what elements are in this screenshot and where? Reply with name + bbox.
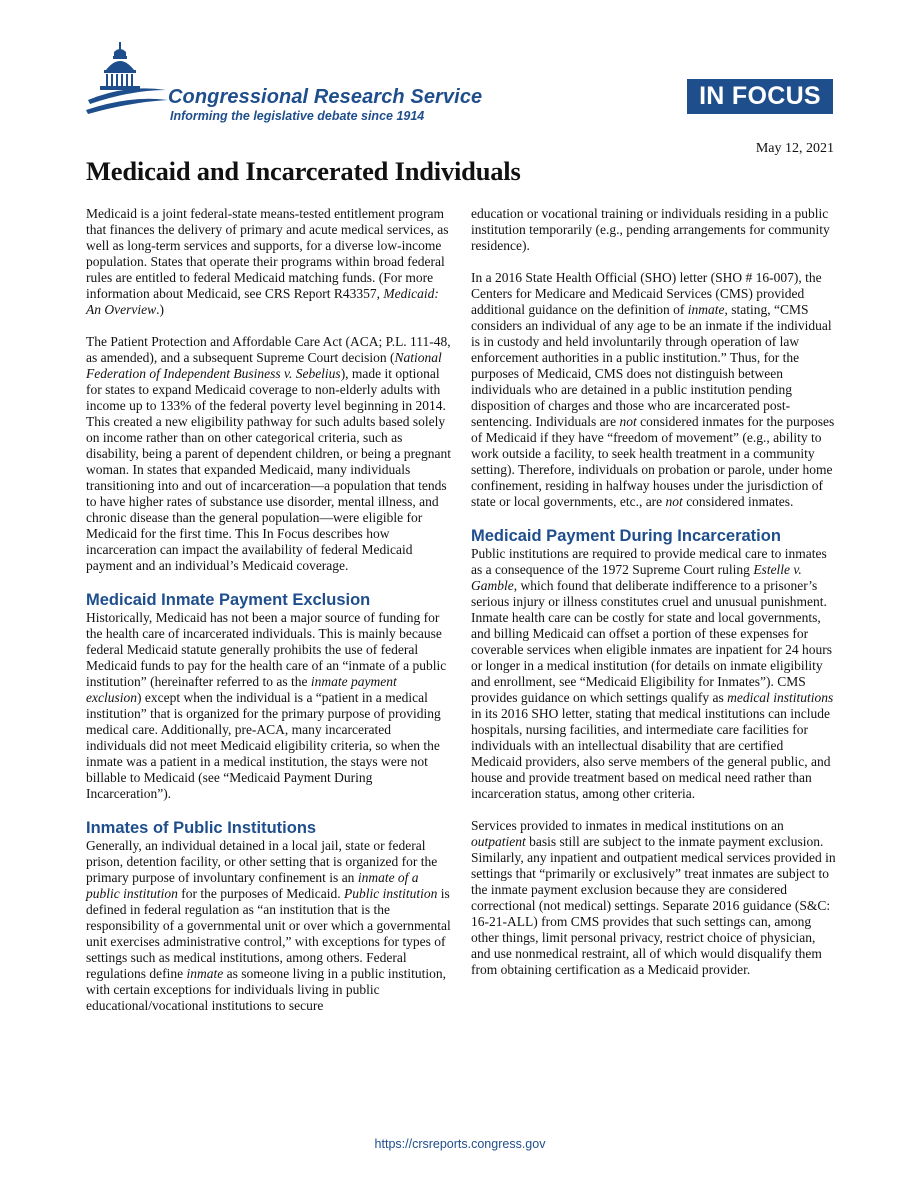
- aca-paragraph: The Patient Protection and Affordable Care Act (ACA; P.L. 111-48, as amended), and a subsequent Supreme Court decision (National Federation of Independent Business v. Sebelius), made it optional for states to expand Medicaid coverage to non-elderly adults with income up to 133% of the federal poverty level beginning in 2014. This created a new eligibility pathway for such adults based solely on income rather than on other categorical criteria, such as disability, being a parent of dependent children, or being a pregnant woman. In states that expanded Medicaid, many individuals transitioning into and out of incarceration—a population that tends to have higher rates of substance use disorder, mental illness, and chronic disease than the general population—were eligible for Medicaid for the first time. This In Focus describes how incarceration can impact the availability of federal Medicaid payment and an individual’s Medicaid coverage.: [86, 334, 452, 573]
- section-heading-payment-during-incarceration: Medicaid Payment During Incarceration: [471, 527, 781, 545]
- continuation-paragraph: education or vocational training or individuals residing in a public institution temporarily (e.g., pending arrangements for community residence).: [471, 206, 830, 253]
- intro-paragraph: Medicaid is a joint federal-state means-tested entitlement program that finances the delivery of primary and acute medical services, as well as long-term services and supports, for a diverse low-income population. States that operate their programs within broad federal rules are entitled to federal Medicaid matching funds. (For more information about Medicaid, see CRS Report R43357, Medicaid: An Overview.): [86, 206, 449, 317]
- left-column: [86, 206, 451, 1014]
- public-institutions-paragraph: Generally, an individual detained in a local jail, state or federal prison, detention facility, or other setting that is organized for the primary purpose of involuntary confinement is an inmate of a public institution for the purposes of Medicaid. Public institution is defined in federal regulation as “an institution that is the responsibility of a governmental unit or over which a governmental unit exercises administrative control,” with exceptions for types of settings such as medical institutions, among others. Federal regulations define inmate as someone living in a public institution, with certain exceptions for individuals living in public educational/vocational institutions to secure: [86, 838, 451, 1013]
- right-column: [471, 206, 836, 978]
- outpatient-paragraph: Services provided to inmates in medical institutions on an outpatient basis still are subject to the inmate payment exclusion. Similarly, any inpatient and outpatient medical services provided in settings that “primarily or exclusively” treat inmates are subject to the inmate payment exclusion because they are considered correctional (not medical) settings. Separate 2016 guidance (S&C: 16-21-ALL) from CMS provides that such settings can, among other things, limit personal privacy, restrict choice of physician, and use nonmedical restraint, all of which would disqualify them from obtaining certification as a Medicaid provider.: [471, 818, 836, 977]
- footer-url[interactable]: https://crsreports.congress.gov: [374, 1137, 546, 1151]
- payment-paragraph: Public institutions are required to provide medical care to inmates as a consequence of the 1972 Supreme Court ruling Estelle v. Gamble, which found that deliberate indifference to a prisoner’s serious injury or illness constitutes cruel and unusual punishment. Inmate health care can be costly for state and local governments, and billing Medicaid can offset a portion of these expenses for coverable services when eligible inmates are inpatient for 24 hours or longer in a medical institution (for details on inmate eligibility and enrollment, see “Medicaid Eligibility for Inmates”). CMS provides guidance on which settings qualify as medical institutions in its 2016 SHO letter, stating that medical institutions can include hospitals, nursing facilities, and intermediate care facilities for individuals with an intellectual disability that are certified Medicaid providers, also serve members of the general public, and house and provide treatment based on medical need rather than incarceration status, among other criteria.: [471, 546, 834, 801]
- section-heading-inmate-payment-exclusion: Medicaid Inmate Payment Exclusion: [86, 591, 371, 609]
- organization-name: Congressional Research Service: [168, 86, 483, 108]
- document-title: Medicaid and Incarcerated Individuals: [86, 156, 521, 186]
- publication-date: May 12, 2021: [755, 141, 834, 156]
- in-focus-badge: IN FOCUS: [687, 79, 833, 114]
- section-heading-inmates-public-institutions: Inmates of Public Institutions: [86, 819, 317, 837]
- exclusion-paragraph: Historically, Medicaid has not been a major source of funding for the health care of incarcerated individuals. This is mainly because federal Medicaid statute generally prohibits the use of federal Medicaid funds to pay for the health care of an “inmate of a public institution” (hereinafter referred to as the inmate payment exclusion) except when the individual is a “patient in a medical institution” that is organized for the primary purpose of providing medical care. Additionally, pre-ACA, many incarcerated individuals did not meet Medicaid eligibility criteria, so when the inmate was a patient in a medical institution, the stays were not billable to Medicaid (see “Medicaid Payment During Incarceration”).: [86, 610, 447, 801]
- sho-letter-paragraph: In a 2016 State Health Official (SHO) letter (SHO # 16-007), the Centers for Medicare and Medicaid Services (CMS) provided additional guidance on the definition of inmate, stating, “CMS considers an individual of any age to be an inmate if the individual is in custody and held involuntarily through operation of law enforcement authorities in a public institution.” Thus, for the purposes of Medicaid, CMS does not distinguish between individuals who are detained in a public institution pending disposition of charges and those who are incarcerated post-sentencing. Individuals are not considered inmates for the purposes of Medicaid if they have “freedom of movement” (e.g., ability to work outside a facility, to seek health treatment in a community setting). Therefore, individuals on probation or parole, under home confinement, residing in halfway houses under the jurisdiction of state or local governments, etc., are not considered inmates.: [471, 270, 835, 509]
- organization-tagline: Informing the legislative debate since 1914: [170, 109, 425, 123]
